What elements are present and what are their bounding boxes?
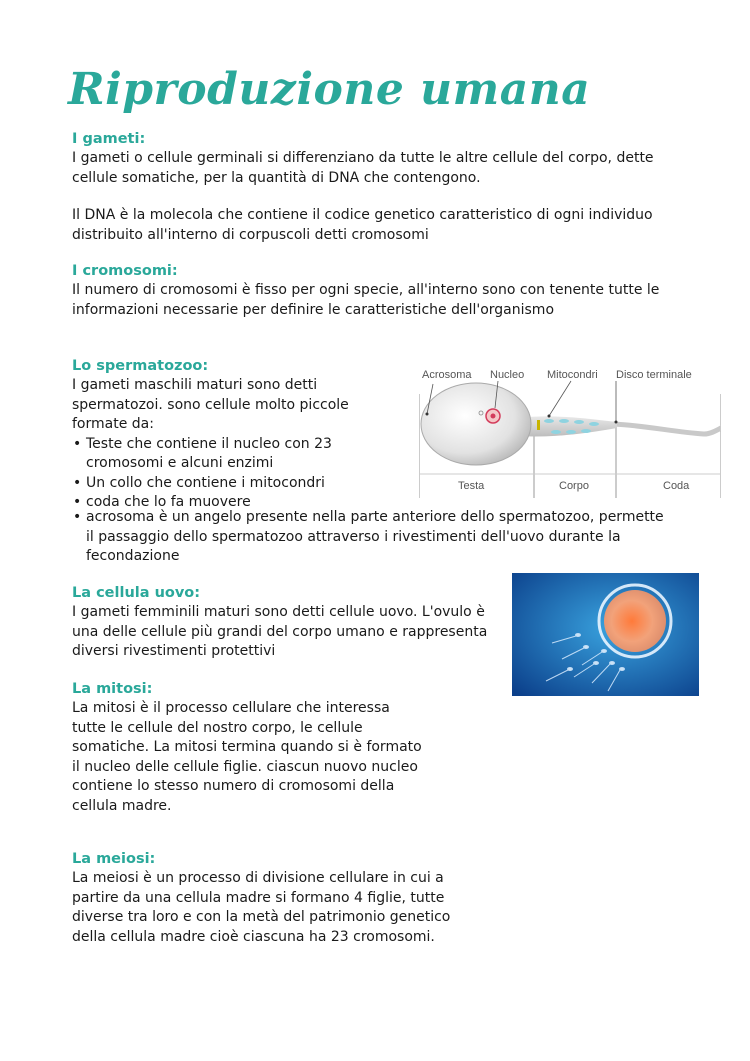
heading-cellula-uovo: La cellula uovo: [72,585,201,601]
diagram-label-corpo: Corpo [559,480,589,492]
section-cromosomi [72,262,672,320]
section-meiosi [72,850,457,947]
list-item: • acrosoma è un angelo presente nella parte anteriore dello spermatozoo, permette il passaggio dello spermatozoo attraverso i rivestimenti dell'uovo durante la fecondazione [86,508,672,567]
spermatozoo-diagram [419,364,721,498]
diagram-label-coda: Coda [663,480,690,492]
spermatozoo-list [72,435,402,513]
section-gameti [72,130,672,245]
list-item: • coda che lo fa muovere [86,493,402,513]
gameti-paragraph-1: I gameti o cellule germinali si differenziano da tutte le altre cellule del corpo, dette cellule somatiche, per la quantità di DNA che contengono. [72,150,654,186]
list-item: • Teste che contiene il nucleo con 23 cromosomi e alcuni enzimi [86,435,402,474]
list-item: • Un collo che contiene i mitocondri [86,474,402,494]
diagram-label-nucleo: Nucleo [490,369,525,381]
spermatozoo-intro: I gameti maschili maturi sono detti spermatozoi. sono cellule molto piccole formate da: [72,377,349,432]
gameti-paragraph-2: Il DNA è la molecola che contiene il codice genetico caratteristico di ogni individuo distribuito all'interno di corpuscoli detti cromosomi [72,207,653,243]
diagram-label-disco-terminale: Disco terminale [616,369,692,381]
diagram-label-mitocondri: Mitocondri [547,369,598,381]
section-cellula-uovo [72,584,497,662]
section-spermatozoo [72,357,402,513]
uovo-paragraph: I gameti femminili maturi sono detti cellule uovo. L'ovulo è una delle cellule più grandi del corpo umano e rappresenta diversi rivestimenti protettivi [72,604,488,659]
diagram-label-acrosoma: Acrosoma [422,369,472,381]
spermatozoo-list-2 [72,508,672,567]
section-mitosi [72,680,427,816]
heading-gameti: I gameti: [72,131,146,147]
mitosi-paragraph: La mitosi è il processo cellulare che interessa tutte le cellule del nostro corpo, le cellule somatiche. La mitosi termina quando si è formato il nucleo delle cellule figlie. ciascun nuovo nucleo contiene lo stesso numero di cromosomi della cellula madre. [72,700,422,814]
egg-cell-image [512,573,699,696]
heading-meiosi: La meiosi: [72,851,156,867]
meiosi-paragraph: La meiosi è un processo di divisione cellulare in cui a partire da una cellula madre si formano 4 figlie, tutte diverse tra loro e con la metà del patrimonio genetico della cellula madre cioè ciascuna ha 23 cromosomi. [72,870,451,945]
cromosomi-paragraph: Il numero di cromosomi è fisso per ogni specie, all'interno sono con tenente tutte le informazioni necessarie per definire le caratteristiche dell'organismo [72,282,660,318]
page-title: Riproduzione umana [68,64,591,115]
section-spermatozoo-continued [72,508,672,567]
diagram-label-testa: Testa [458,480,485,492]
heading-spermatozoo: Lo spermatozoo: [72,358,209,374]
heading-cromosomi: I cromosomi: [72,263,178,279]
heading-mitosi: La mitosi: [72,681,153,697]
